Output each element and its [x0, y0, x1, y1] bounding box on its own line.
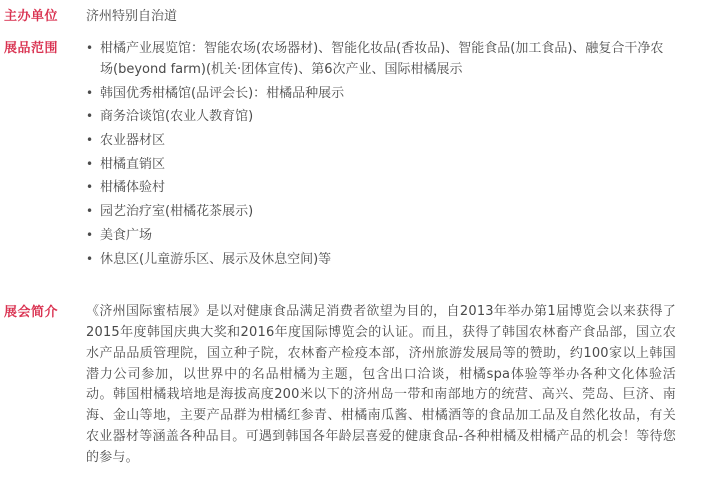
scope-item-business-hall: • 商务洽谈馆(农业人教育馆)	[86, 106, 676, 127]
scope-item-rest-area: • 休息区(儿童游乐区、展示及休息空间)等	[86, 249, 676, 270]
scope-item-korean-citrus-hall: • 韩国优秀柑橘馆(品评会长)：柑橘品种展示	[86, 83, 676, 104]
scope-content	[86, 38, 676, 272]
scope-list	[86, 38, 676, 270]
scope-item-horticulture-therapy: • 园艺治疗室(柑橘花茶展示)	[86, 201, 676, 222]
scope-item-experience-village: • 柑橘体验村	[86, 177, 676, 198]
scope-label: 展品范围	[4, 41, 59, 56]
scope-item-agri-equipment: • 农业器材区	[86, 130, 676, 151]
organizer-label: 主办单位	[4, 9, 59, 24]
scope-row	[4, 38, 683, 272]
introduction-row	[4, 302, 683, 468]
organizer-value: 济州特别自治道	[86, 9, 178, 24]
introduction-text: 《济州国际蜜桔展》是以对健康食品满足消费者欲望为目的，自2013年举办第1届博览会以来获得了2015年度韩国庆典大奖和2016年度国际博览会的认证。而且，获得了韩国农林畜产食品部，国立农水产品品质管理院，国立种子院，农林畜产检疫本部，济州旅游发展局等的赞助，约100家以上韩国潜力公司参加，以世界中的名品柑橘为主题，包含出口洽谈，柑橘spa体验等举办各种文化体验活动。韩国柑橘栽培地是海拔高度200米以下的济州岛一带和南部地方的统营、高兴、莞岛、巨济、南海、金山等地，主要产品群为柑橘红参青、柑橘南瓜酱、柑橘酒等的食品加工品及自然化妆品，有关农业器材等涵盖各种品目。可遇到韩国各年龄层喜爱的健康食品-各种柑橘及柑橘产品的机会！等待您的参与。	[86, 304, 676, 465]
scope-item-citrus-industry-hall: • 柑橘产业展览馆：智能农场(农场器材)、智能化妆品(香妆品)、智能食品(加工食品)、融复合干净农场(beyond farm)(机关·团体宣传)、第6次产业、国际柑橘展示	[86, 38, 676, 80]
scope-item-food-court: • 美食广场	[86, 225, 676, 246]
organizer-row	[4, 6, 683, 27]
introduction-label: 展会简介	[4, 305, 59, 321]
scope-item-direct-sales: • 柑橘直销区	[86, 154, 676, 175]
introduction-content	[86, 302, 676, 468]
